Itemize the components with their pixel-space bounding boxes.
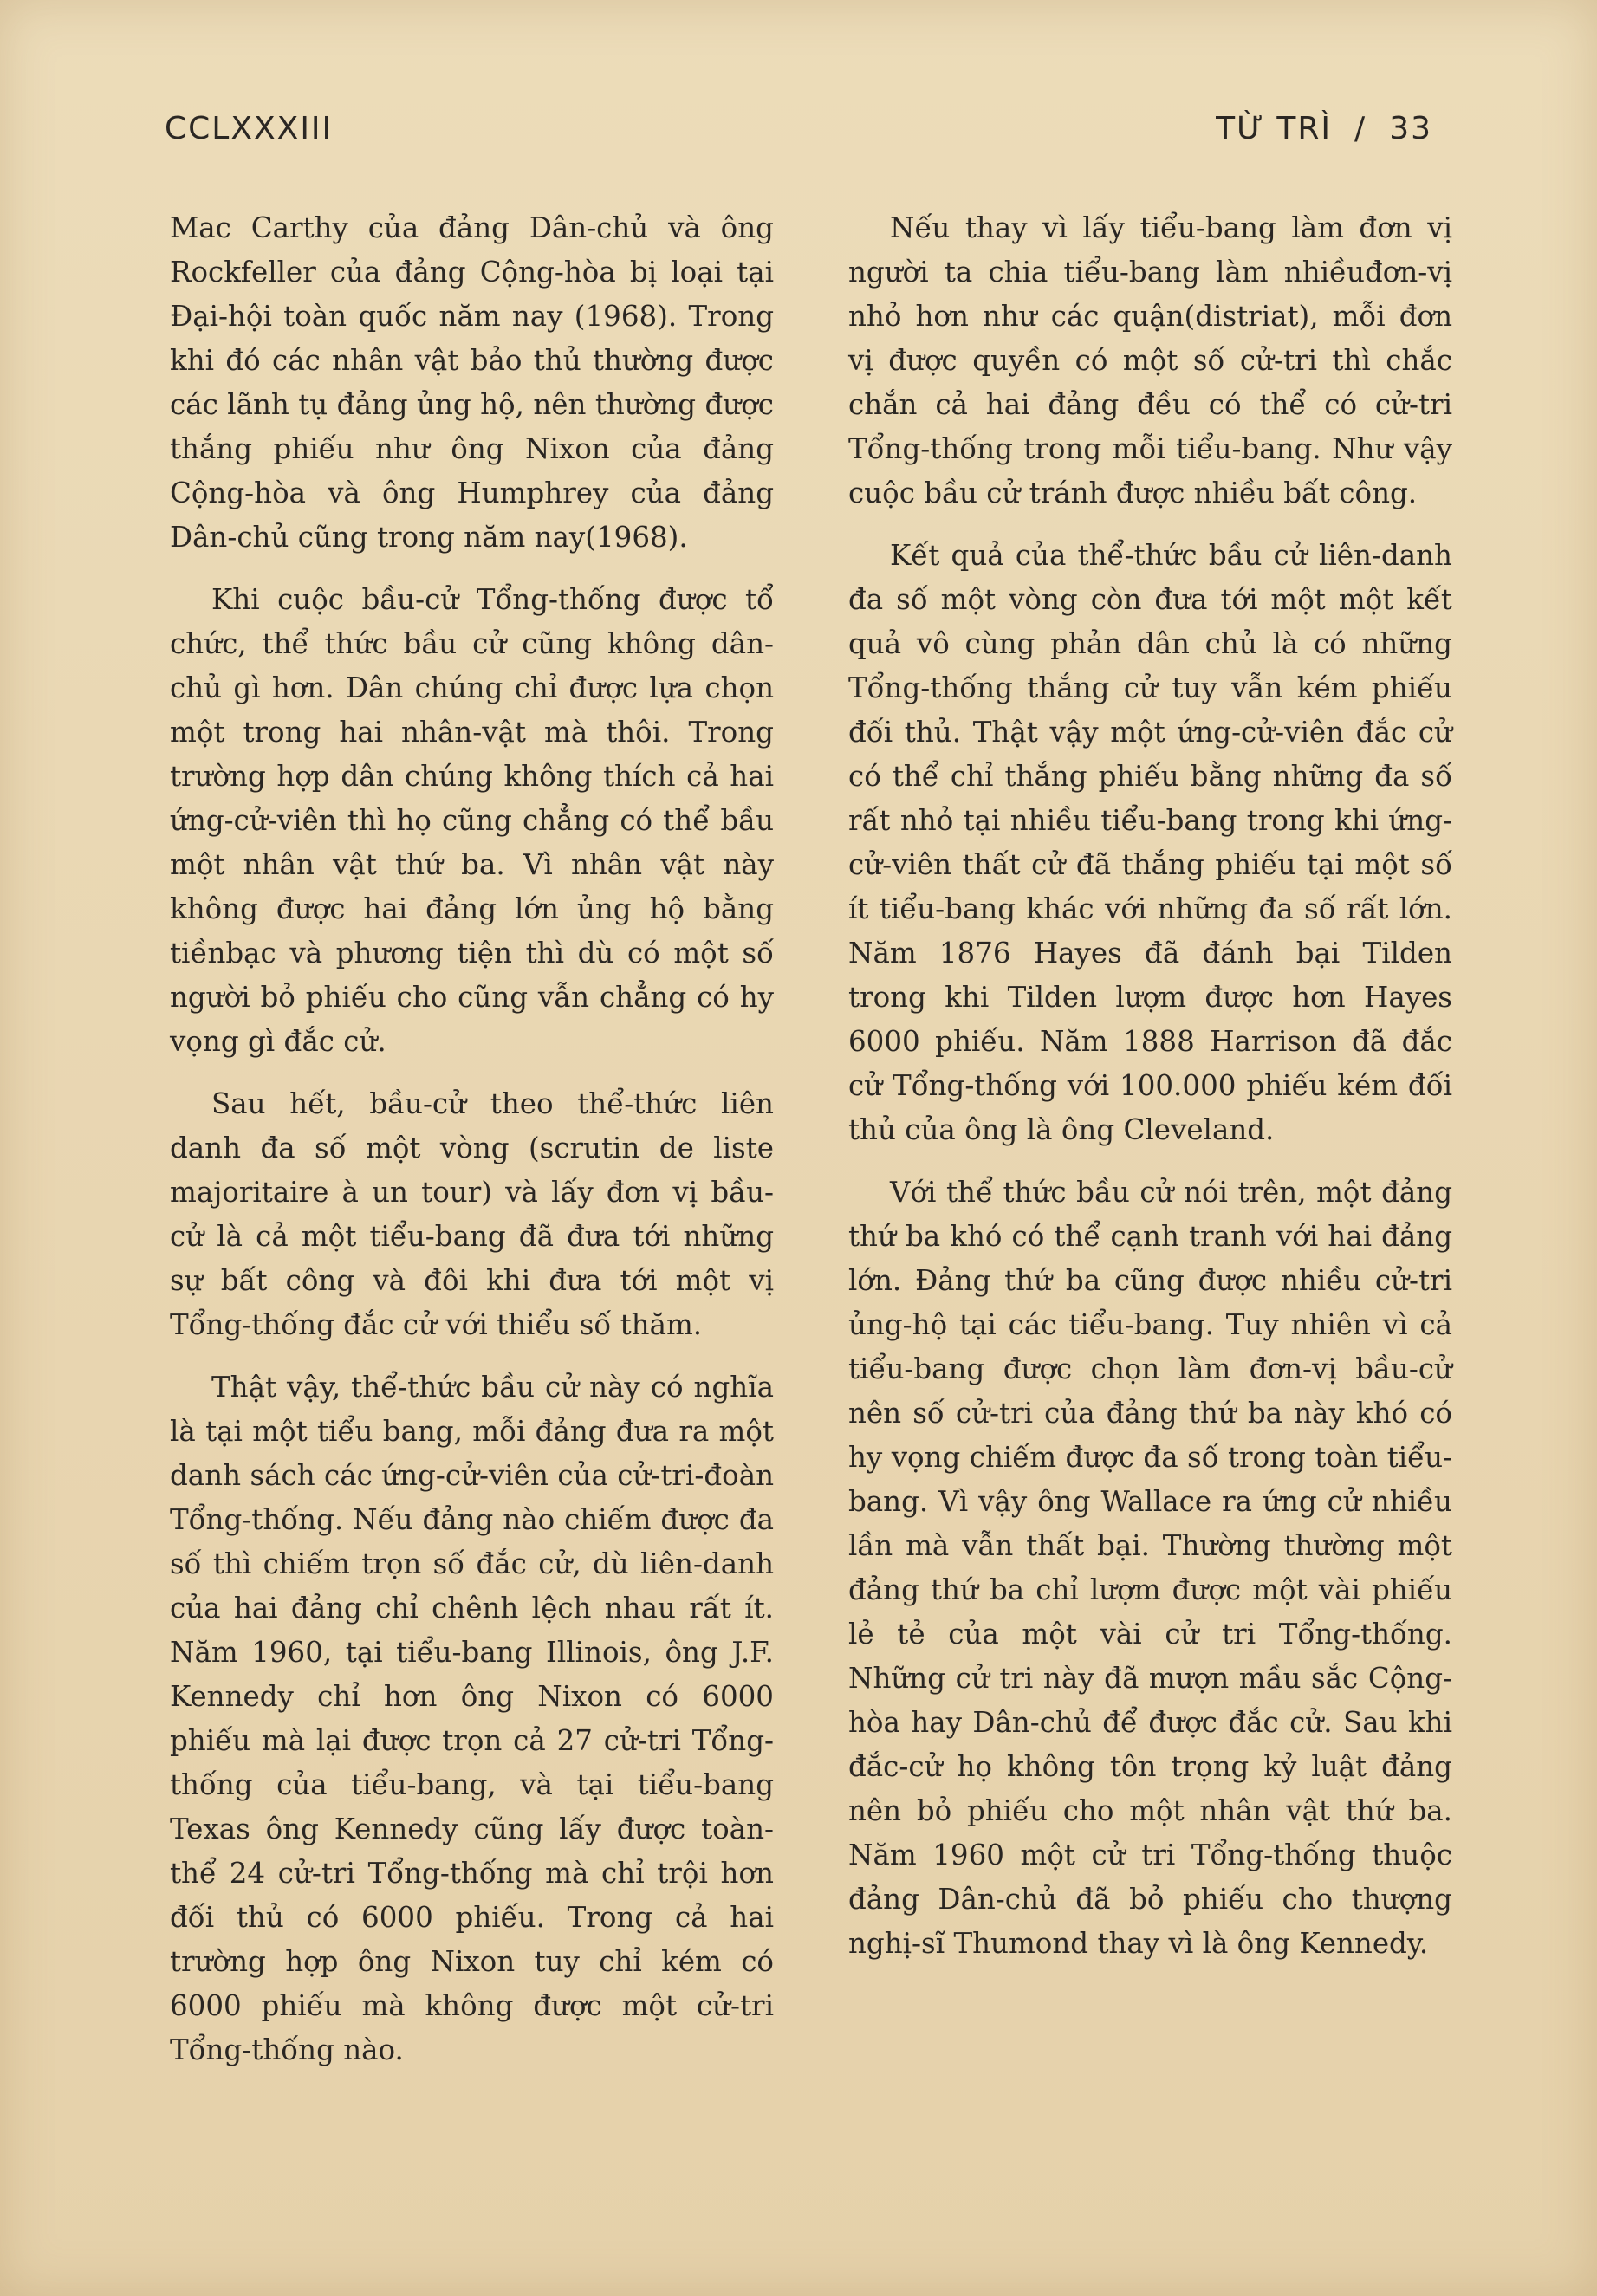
issue-number: CCLXXXIII xyxy=(165,110,334,146)
paragraph: Với thể thức bầu cử nói trên, một đảng thứ ba khó có thể cạnh tranh với hai đảng lớn. Đảng thứ ba cũng được nhiều cử-tri ủng-hộ tại các tiểu-bang. Tuy nhiên vì cả tiểu-bang được chọn làm đơn-vị bầu-cử nên số cử-tri của đảng thứ ba này khó có hy vọng chiếm được đa số trong toàn tiểu-bang. Vì vậy ông Wallace ra ứng cử nhiều lần mà vẫn thất bại. Thường thường một đảng thứ ba chỉ lượm được một vài phiếu lẻ tẻ của một vài cử tri Tổng-thống. Những cử tri này đã mượn mầu sắc Cộng-hòa hay Dân-chủ để được đắc cử. Sau khi đắc-cử họ không tôn trọng kỷ luật đảng nên bỏ phiếu cho một nhân vật thứ ba. Năm 1960 một cử tri Tổng-thống thuộc đảng Dân-chủ đã bỏ phiếu cho thượng nghị-sĩ Thumond thay vì là ông Kennedy. xyxy=(848,1176,1452,1960)
header-right xyxy=(1216,111,1432,146)
paragraph: Kết quả của thể-thức bầu cử liên-danh đa số một vòng còn đưa tới một một kết quả vô cùng phản dân chủ là có những Tổng-thống thắng cử tuy vẫn kém phiếu đối thủ. Thật vậy một ứng-cử-viên đắc cử có thể chỉ thắng phiếu bằng những đa số rất nhỏ tại nhiều tiểu-bang trong khi ứng-cử-viên thất cử đã thắng phiếu tại một số ít tiểu-bang khác với những đa số rất lớn. Năm 1876 Hayes đã đánh bại Tilden trong khi Tilden lượm được hơn Hayes 6000 phiếu. Năm 1888 Harrison đã đắc cử Tổng-thống với 100.000 phiếu kém đối thủ của ông là ông Cleveland. xyxy=(848,539,1452,1146)
left-column xyxy=(170,206,774,2130)
running-header xyxy=(165,102,1432,154)
paragraph: Khi cuộc bầu-cử Tổng-thống được tổ chức, thể thức bầu cử cũng không dân-chủ gì hơn. Dân chúng chỉ được lựa chọn một trong hai nhân-vật mà thôi. Trong trường hợp dân chúng không thích cả hai ứng-cử-viên thì họ cũng chẳng có thể bầu một nhân vật thứ ba. Vì nhân vật này không được hai đảng lớn ủng hộ bằng tiềnbạc và phương tiện thì dù có một số người bỏ phiếu cho cũng vẫn chẳng có hy vọng gì đắc cử. xyxy=(170,583,774,1058)
paragraph: Nếu thay vì lấy tiểu-bang làm đơn vị người ta chia tiểu-bang làm nhiềuđơn-vị nhỏ hơn như các quận(distriat), mỗi đơn vị được quyền có một số cử-tri thì chắc chắn cả hai đảng đều có thể có cử-tri Tổng-thống trong mỗi tiểu-bang. Như vậy cuộc bầu cử tránh được nhiều bất công. xyxy=(848,211,1452,509)
paragraph: Thật vậy, thể-thức bầu cử này có nghĩa là tại một tiểu bang, mỗi đảng đưa ra một danh sách các ứng-cử-viên của cử-tri-đoàn Tổng-thống. Nếu đảng nào chiếm được đa số thì chiếm trọn số đắc cử, dù liên-danh của hai đảng chỉ chênh lệch nhau rất ít. Năm 1960, tại tiểu-bang Illinois, ông J.F. Kennedy chỉ hơn ông Nixon có 6000 phiếu mà lại được trọn cả 27 cử-tri Tổng-thống của tiểu-bang, và tại tiểu-bang Texas ông Kennedy cũng lấy được toàn-thể 24 cử-tri Tổng-thống mà chỉ trội hơn đối thủ có 6000 phiếu. Trong cả hai trường hợp ông Nixon tuy chỉ kém có 6000 phiếu mà không được một cử-tri Tổng-thống nào. xyxy=(170,1371,774,2066)
paragraph: Sau hết, bầu-cử theo thể-thức liên danh đa số một vòng (scrutin de liste majoritaire à un tour) và lấy đơn vị bầu-cử là cả một tiểu-bang đã đưa tới những sự bất công và đôi khi đưa tới một vị Tổng-thống đắc cử với thiểu số thăm. xyxy=(170,1087,774,1341)
header-separator: / xyxy=(1354,110,1367,146)
right-column xyxy=(848,206,1452,2130)
paragraph: Mac Carthy của đảng Dân-chủ và ông Rockfeller của đảng Cộng-hòa bị loại tại Đại-hội toàn quốc năm nay (1968). Trong khi đó các nhân vật bảo thủ thường được các lãnh tụ đảng ủng hộ, nên thường được thắng phiếu như ông Nixon của đảng Cộng-hòa và ông Humphrey của đảng Dân-chủ cũng trong năm nay(1968). xyxy=(170,211,774,554)
text-columns xyxy=(170,206,1452,2130)
journal-title: TỪ TRÌ xyxy=(1216,110,1333,146)
page-number: 33 xyxy=(1389,110,1432,146)
